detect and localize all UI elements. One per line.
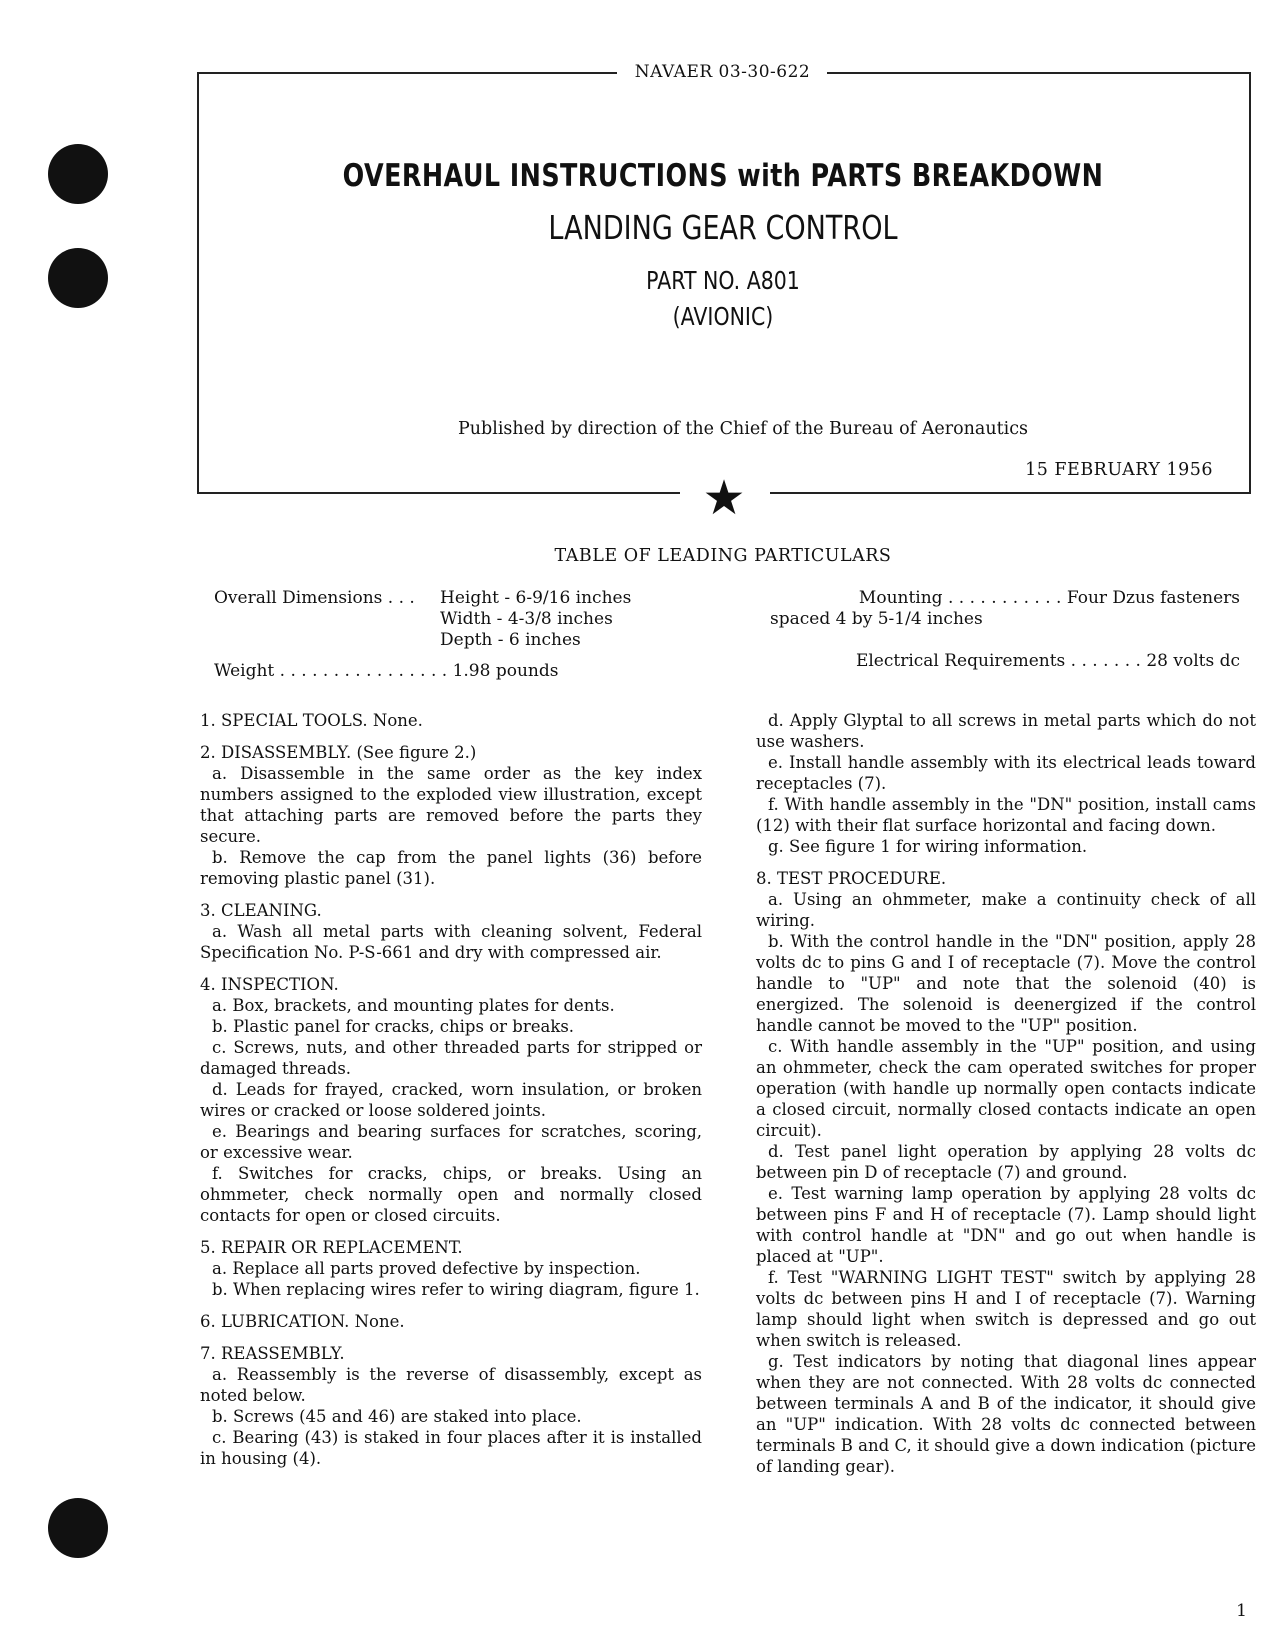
paragraph: d. Apply Glyptal to all screws in metal parts which do not use washers.: [756, 711, 1256, 751]
binder-hole-bottom: [48, 1498, 108, 1558]
dimension-depth: Depth - 6 inches: [440, 630, 581, 650]
section-heading: 3. CLEANING.: [200, 901, 322, 920]
paragraph-gap: [200, 731, 702, 742]
paragraph: a. Disassemble in the same order as the key index numbers assigned to the exploded view illustration, except that attaching parts are removed before the parts they secure.: [200, 764, 702, 846]
weight-row: Weight . . . . . . . . . . . . . . . . 1.98 pounds: [214, 661, 559, 681]
mounting-spacing: spaced 4 by 5-1/4 inches: [770, 609, 983, 629]
paragraph: g. Test indicators by noting that diagonal lines appear when they are not connected. With 28 volts dc connected between terminals A and B of the indicator, it should give an "UP" indication. With 28 volts dc connected between terminals B and C, it should give a down indication (picture of landing gear).: [756, 1352, 1256, 1476]
title-line-3: PART NO. A801: [646, 266, 800, 295]
binder-hole-top: [48, 144, 108, 204]
published-by: Published by direction of the Chief of the Bureau of Aeronautics: [457, 419, 1028, 439]
frame-top-rule-left: [197, 72, 617, 74]
paragraph: b. When replacing wires refer to wiring diagram, figure 1.: [212, 1280, 700, 1299]
section-heading: 8. TEST PROCEDURE.: [756, 869, 947, 888]
paragraph: a. Box, brackets, and mounting plates for dents.: [212, 996, 615, 1015]
paragraph-gap: [200, 1332, 702, 1343]
paragraph: f. With handle assembly in the "DN" position, install cams (12) with their flat surface horizontal and facing down.: [756, 795, 1256, 835]
paragraph: c. With handle assembly in the "UP" position, and using an ohmmeter, check the cam operated switches for proper operation (with handle up normally open contacts indicate a closed circuit, normally closed contacts indicate an open circuit).: [756, 1037, 1256, 1140]
dimension-width: Width - 4-3/8 inches: [440, 609, 613, 629]
paragraph: e. Install handle assembly with its electrical leads toward receptacles (7).: [756, 753, 1256, 793]
paragraph: a. Using an ohmmeter, make a continuity check of all wiring.: [756, 890, 1256, 930]
star-icon: ★: [702, 470, 746, 526]
paragraph: a. Wash all metal parts with cleaning solvent, Federal Specification No. P-S-661 and dry with compressed air.: [200, 922, 702, 962]
paragraph-gap: [200, 1300, 702, 1311]
paragraph: d. Test panel light operation by applying 28 volts dc between pin D of receptacle (7) and ground.: [756, 1142, 1256, 1182]
binder-hole-middle: [48, 248, 108, 308]
mounting-row: Mounting . . . . . . . . . . . Four Dzus fasteners: [858, 588, 1240, 608]
section-heading: 2. DISASSEMBLY. (See figure 2.): [200, 743, 477, 762]
paragraph-gap: [200, 963, 702, 974]
paragraph: f. Switches for cracks, chips, or breaks. Using an ohmmeter, check normally open and normally closed contacts for open or closed circuits.: [200, 1164, 702, 1225]
section-heading: 7. REASSEMBLY.: [200, 1344, 345, 1363]
paragraph: b. Screws (45 and 46) are staked into place.: [212, 1407, 582, 1426]
document-number: NAVAER 03-30-622: [620, 62, 825, 82]
overall-dimensions-label: Overall Dimensions . . .: [214, 588, 415, 608]
dimension-height: Height - 6-9/16 inches: [440, 588, 632, 608]
title-line-2: LANDING GEAR CONTROL: [548, 208, 898, 247]
paragraph: g. See figure 1 for wiring information.: [768, 837, 1088, 856]
paragraph: c. Bearing (43) is staked in four places after it is installed in housing (4).: [200, 1428, 702, 1468]
paragraph: b. Remove the cap from the panel lights (36) before removing plastic panel (31).: [200, 848, 702, 888]
paragraph: a. Replace all parts proved defective by inspection.: [212, 1259, 641, 1278]
frame-top-rule-right: [827, 72, 1249, 74]
paragraph-gap: [756, 857, 1256, 868]
section-heading: 6. LUBRICATION. None.: [200, 1312, 405, 1331]
section-heading: 1. SPECIAL TOOLS. None.: [200, 711, 423, 730]
section-heading: 4. INSPECTION.: [200, 975, 339, 994]
paragraph: b. Plastic panel for cracks, chips or breaks.: [212, 1017, 575, 1036]
left-text-column: [200, 710, 702, 1469]
title-line-4: (AVIONIC): [672, 302, 774, 331]
paragraph: c. Screws, nuts, and other threaded parts for stripped or damaged threads.: [200, 1038, 702, 1078]
paragraph: b. With the control handle in the "DN" position, apply 28 volts dc to pins G and I of receptacle (7). Move the control handle to "UP" and note that the solenoid (40) is energized. The solenoid is deenergized if the control handle cannot be moved to the "UP" position.: [756, 932, 1256, 1035]
publication-date: 15 FEBRUARY 1956: [1025, 460, 1213, 480]
paragraph: e. Bearings and bearing surfaces for scratches, scoring, or excessive wear.: [200, 1122, 702, 1162]
paragraph: d. Leads for frayed, cracked, worn insulation, or broken wires or cracked or loose soldered joints.: [200, 1080, 702, 1120]
page-number: 1: [1236, 1601, 1247, 1621]
section-heading: 5. REPAIR OR REPLACEMENT.: [200, 1238, 463, 1257]
paragraph-gap: [200, 889, 702, 900]
title-line-1: OVERHAUL INSTRUCTIONS with PARTS BREAKDOWN: [342, 158, 1104, 194]
leading-particulars-title: TABLE OF LEADING PARTICULARS: [554, 546, 892, 566]
paragraph: e. Test warning lamp operation by applying 28 volts dc between pins F and H of receptacle (7). Lamp should light with control handle at "DN" and go out when handle is placed at "UP".: [756, 1184, 1256, 1266]
paragraph-gap: [200, 1226, 702, 1237]
electrical-row: Electrical Requirements . . . . . . . 28 volts dc: [855, 651, 1240, 671]
right-text-column: [756, 710, 1256, 1477]
paragraph: f. Test "WARNING LIGHT TEST" switch by applying 28 volts dc between pins H and I of receptacle (7). Warning lamp should light when switch is depressed and go out when switch is released.: [756, 1268, 1256, 1350]
paragraph: a. Reassembly is the reverse of disassembly, except as noted below.: [200, 1365, 702, 1405]
